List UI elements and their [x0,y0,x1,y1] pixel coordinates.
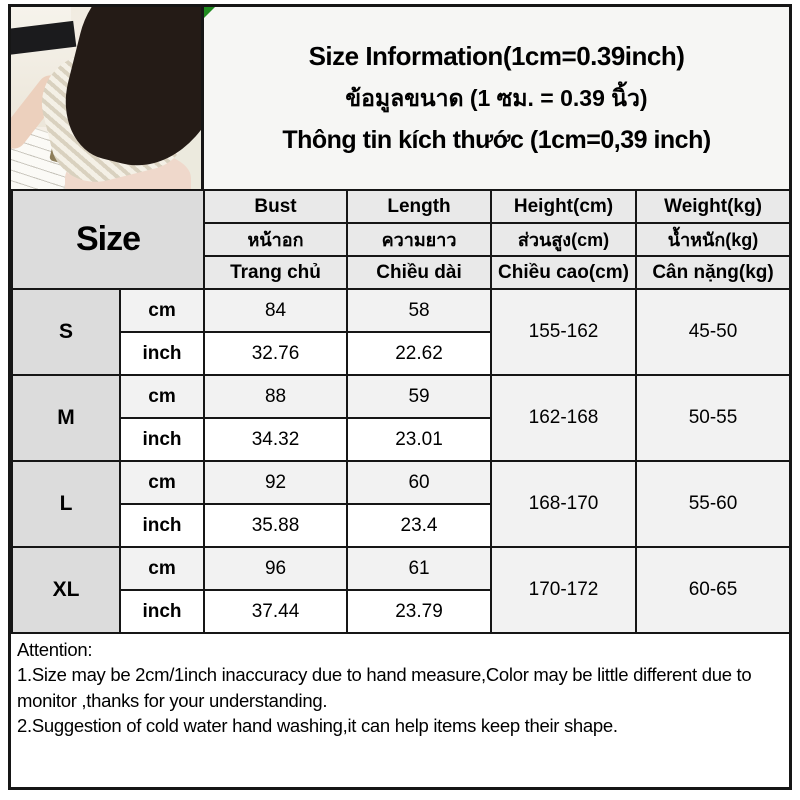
size-label-m: M [12,375,120,461]
unit-label-cm: cm [120,461,204,504]
header-length-en: Length [347,190,491,223]
header-height-th: ส่วนสูง(cm) [491,223,636,256]
bust-cm-s: 84 [204,289,347,332]
height-range-l: 168-170 [491,461,636,547]
unit-label-inch: inch [120,504,204,547]
bust-inch-l: 35.88 [204,504,347,547]
attention-block [11,634,789,738]
header-bust-th: หน้าอก [204,223,347,256]
product-photo [11,7,204,189]
table-row [12,461,790,504]
size-label-xl: XL [12,547,120,633]
unit-label-inch: inch [120,332,204,375]
length-cm-s: 58 [347,289,491,332]
title-thai: ข้อมูลขนาด (1 ซม. = 0.39 นิ้ว) [345,85,648,111]
attention-heading: Attention: [17,639,93,660]
length-inch-s: 22.62 [347,332,491,375]
bust-cm-l: 92 [204,461,347,504]
weight-range-l: 55-60 [636,461,790,547]
header-weight-th: น้ำหนัก(kg) [636,223,790,256]
table-row [12,547,790,590]
top-band [11,7,789,189]
length-cm-xl: 61 [347,547,491,590]
length-inch-l: 23.4 [347,504,491,547]
attention-note-1: 1.Size may be 2cm/1inch inaccuracy due to hand measure,Color may be little different due to monitor ,thanks for your understanding. [17,664,752,711]
size-label-s: S [12,289,120,375]
unit-label-cm: cm [120,289,204,332]
header-weight-vi: Cân nặng(kg) [636,256,790,289]
title-vietnamese: Thông tin kích thước (1cm=0,39 inch) [282,126,711,154]
length-cm-m: 59 [347,375,491,418]
header-height-vi: Chiều cao(cm) [491,256,636,289]
bust-inch-s: 32.76 [204,332,347,375]
corner-size-label: Size [12,190,204,289]
height-range-xl: 170-172 [491,547,636,633]
unit-label-cm: cm [120,375,204,418]
unit-label-cm: cm [120,547,204,590]
header-bust-vi: Trang chủ [204,256,347,289]
header-length-vi: Chiều dài [347,256,491,289]
bust-cm-m: 88 [204,375,347,418]
unit-label-inch: inch [120,418,204,461]
title-block [204,7,789,189]
table-row [12,289,790,332]
title-english: Size Information(1cm=0.39inch) [308,41,685,71]
header-bust-en: Bust [204,190,347,223]
unit-label-inch: inch [120,590,204,633]
height-range-m: 162-168 [491,375,636,461]
bust-cm-xl: 96 [204,547,347,590]
weight-range-xl: 60-65 [636,547,790,633]
size-table [11,189,791,634]
header-height-en: Height(cm) [491,190,636,223]
size-label-l: L [12,461,120,547]
length-cm-l: 60 [347,461,491,504]
length-inch-xl: 23.79 [347,590,491,633]
attention-note-2: 2.Suggestion of cold water hand washing,it can help items keep their shape. [17,715,618,737]
weight-range-m: 50-55 [636,375,790,461]
size-chart-frame [8,4,792,790]
length-inch-m: 23.01 [347,418,491,461]
bust-inch-xl: 37.44 [204,590,347,633]
header-length-th: ความยาว [347,223,491,256]
green-corner-marker-icon [204,7,215,18]
table-row [12,375,790,418]
weight-range-s: 45-50 [636,289,790,375]
header-weight-en: Weight(kg) [636,190,790,223]
height-range-s: 155-162 [491,289,636,375]
bust-inch-m: 34.32 [204,418,347,461]
